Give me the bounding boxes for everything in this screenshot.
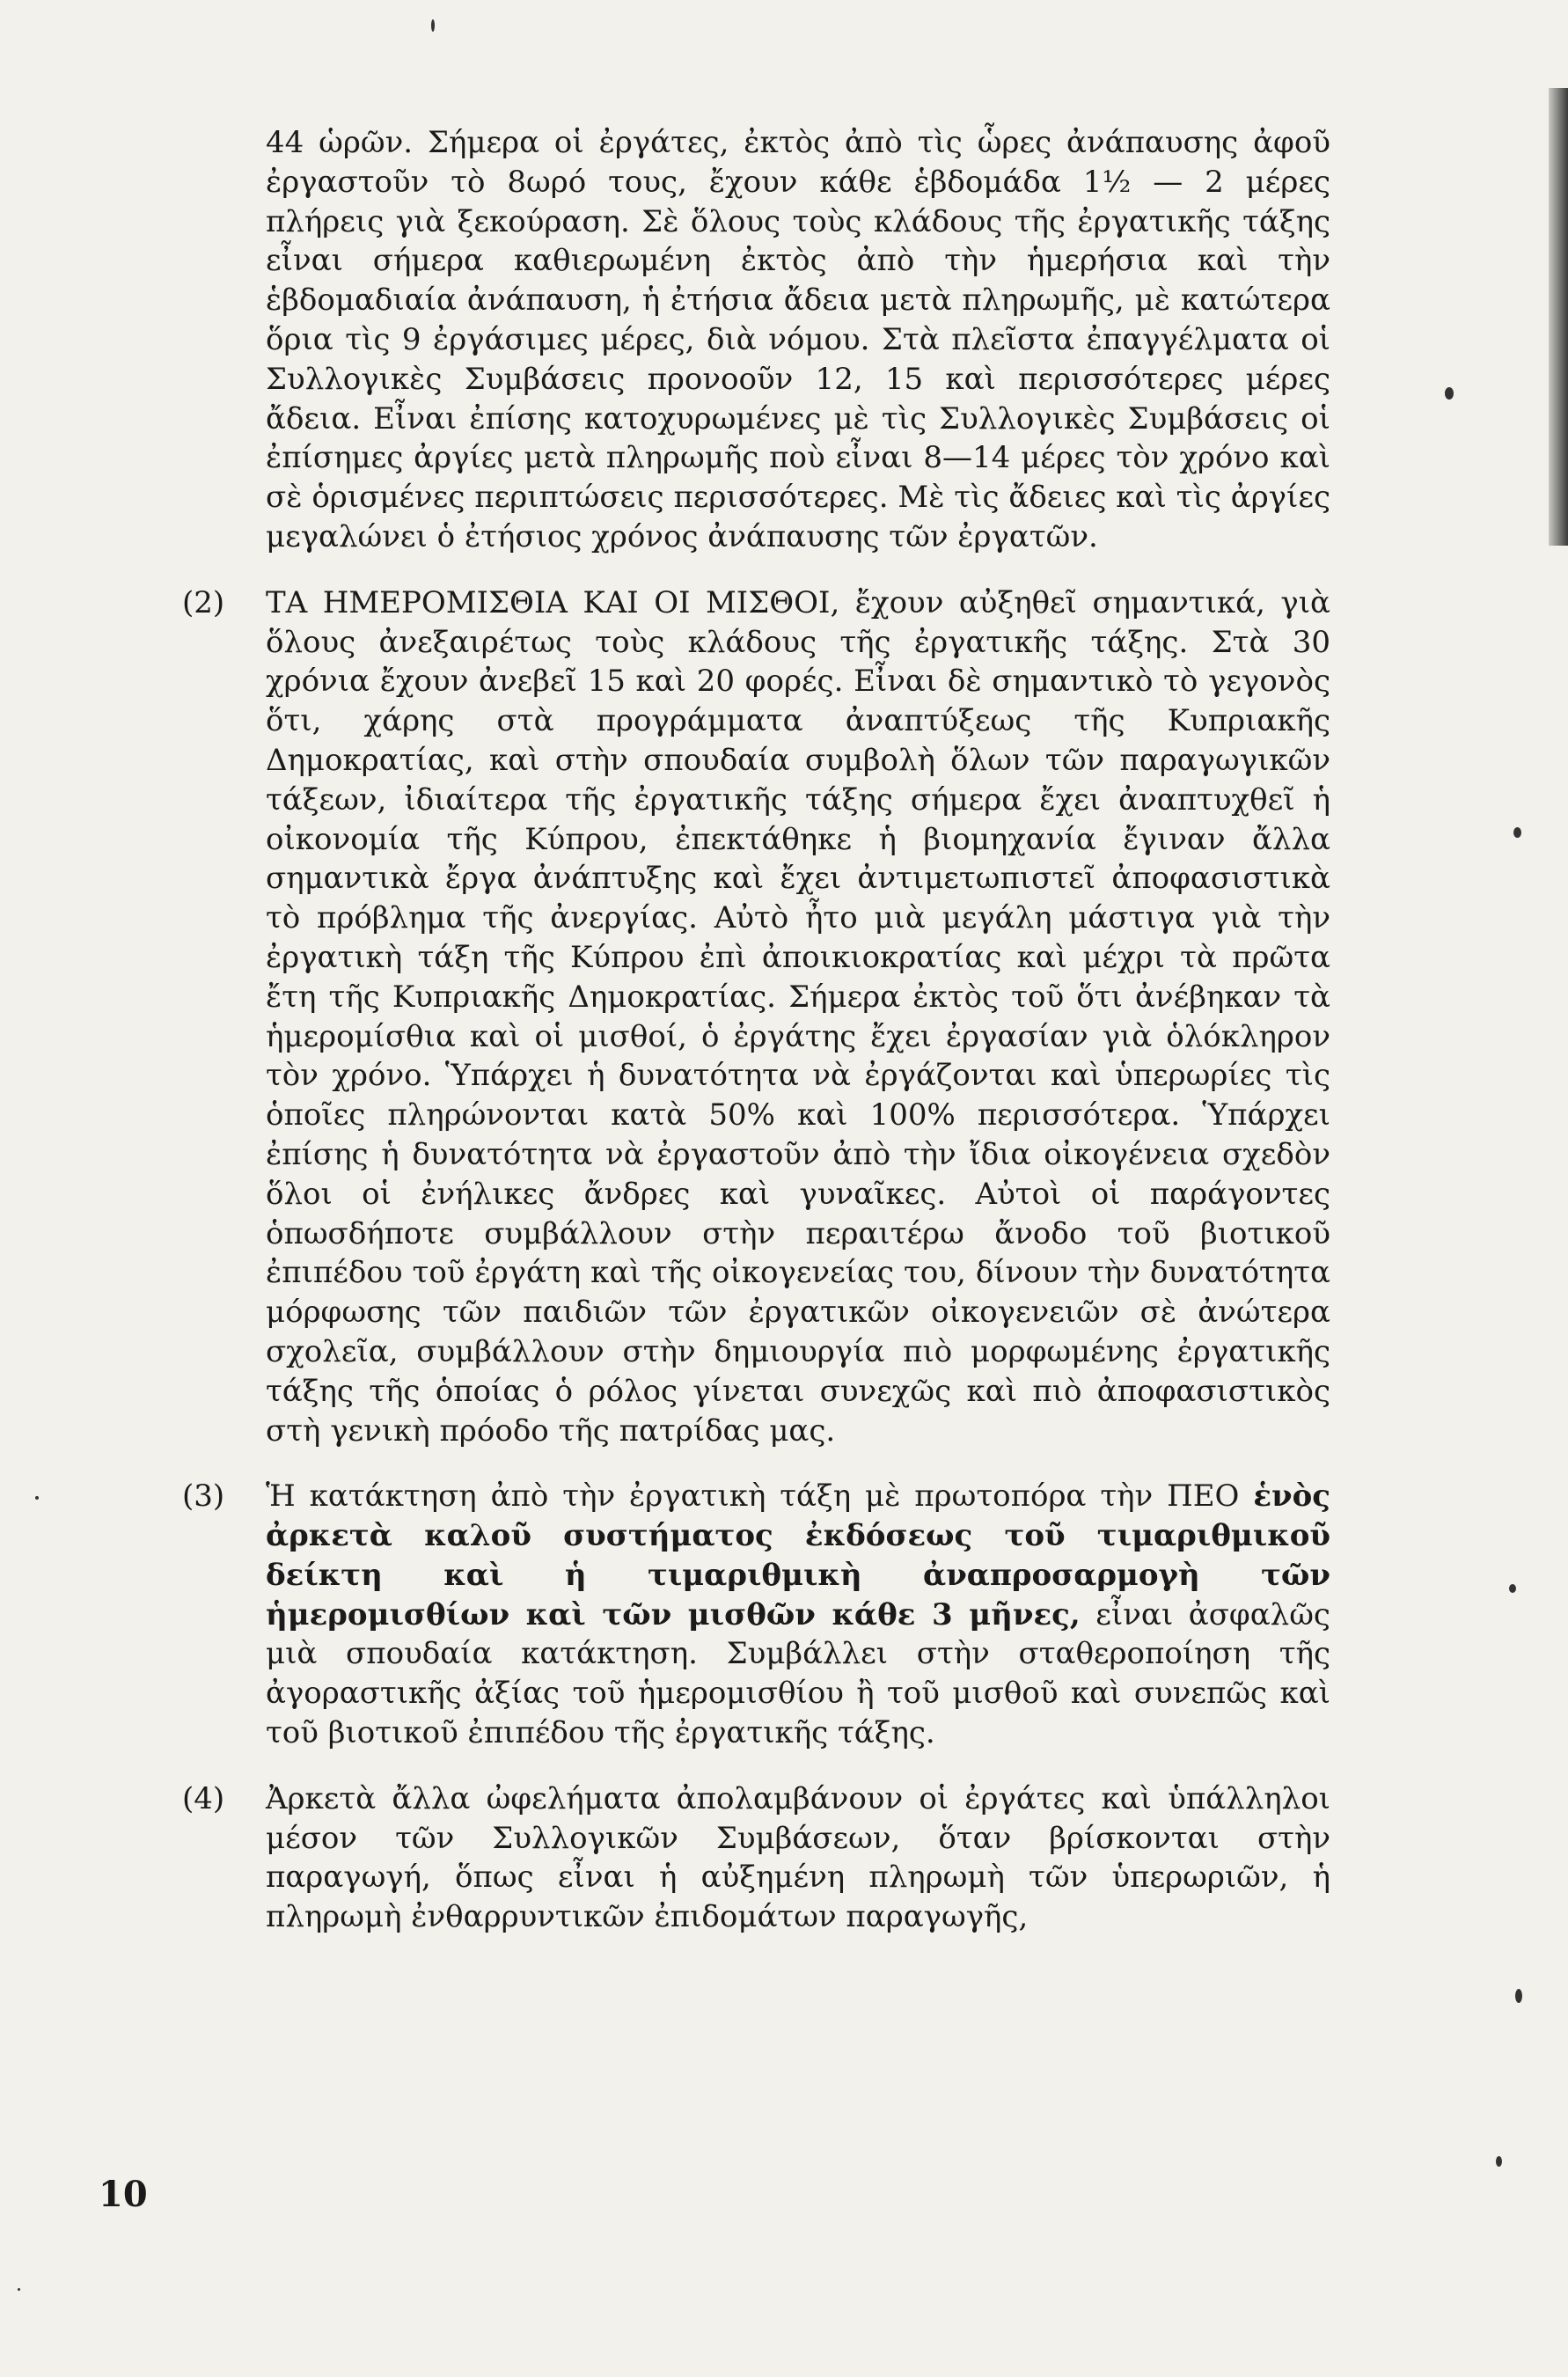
paragraph-text xyxy=(266,1477,1330,1753)
paragraph-text-start: Ἡ κατάκτηση ἀπὸ τὴν ἐργατικὴ τάξη μὲ πρωτοπόρα τὴν ΠΕΟ xyxy=(266,1478,1254,1515)
scan-speck xyxy=(1509,1584,1516,1593)
numbered-paragraph-4 xyxy=(182,1779,1330,1937)
scan-speck xyxy=(1445,387,1454,400)
paragraph-text: ΤΑ ΗΜΕΡΟΜΙΣΘΙΑ ΚΑΙ ΟΙ ΜΙΣΘΟΙ, ἔχουν αὐξηθεῖ σημαντικά, γιὰ ὅλους ἀνεξαιρέτως τοὺς κλάδους τῆς ἐργατικῆς τάξης. Στὰ 30 χρόνια ἔχουν ἀνεβεῖ 15 καὶ 20 φορές. Εἶναι δὲ σημαντικὸ τὸ γεγονὸς ὅτι, χάρης στὰ προγράμματα ἀναπτύξεως τῆς Κυπριακῆς Δημοκρατίας, καὶ στὴν σπουδαία συμβολὴ ὅλων τῶν παραγωγικῶν τάξεων, ἰδιαίτερα τῆς ἐργατικῆς τάξης σήμερα ἔχει ἀναπτυχθεῖ ἡ οἰκονομία τῆς Κύπρου, ἐπεκτάθηκε ἡ βιομηχανία ἔγιναν ἄλλα σημαντικὰ ἔργα ἀνάπτυξης καὶ ἔχει ἀντιμετωπιστεῖ ἀποφασιστικὰ τὸ πρόβλημα τῆς ἀνεργίας. Αὐτὸ ἦτο μιὰ μεγάλη μάστιγα γιὰ τὴν ἐργατικὴ τάξη τῆς Κύπρου ἐπὶ ἀποικιοκρατίας καὶ μέχρι τὰ πρῶτα ἔτη τῆς Κυπριακῆς Δημοκρατίας. Σήμερα ἐκτὸς τοῦ ὅτι ἀνέβηκαν τὰ ἡμερομίσθια καὶ οἱ μισθοί, ὁ ἐργάτης ἔχει ἐργασίαν γιὰ ὁλόκληρον τὸν χρόνο. Ὑπάρχει ἡ δυνατότητα νὰ ἐργάζονται καὶ ὑπερωρίες τὶς ὁποῖες πληρώνονται κατὰ 50% καὶ 100% περισσότερα. Ὑπάρχει ἐπίσης ἡ δυνατότητα νὰ ἐργαστοῦν ἀπὸ τὴν ἴδια οἰκογένεια σχεδὸν ὅλοι οἱ ἐνήλικες ἄνδρες καὶ γυναῖκες. Αὐτοὶ οἱ παράγοντες ὁπωσδήποτε συμβάλλουν στὴν περαιτέρω ἄνοδο τοῦ βιοτικοῦ ἐπιπέδου τοῦ ἐργάτη καὶ τῆς οἰκογενείας του, δίνουν τὴν δυνατότητα μόρφωσης τῶν παιδιῶν τῶν ἐργατικῶν οἰκογενειῶν σὲ ἀνώτερα σχολεῖα, συμβάλλουν στὴν δημιουργία πιὸ μορφωμένης ἐργατικῆς τάξης τῆς ὁποίας ὁ ρόλος γίνεται συνεχῶς καὶ πιὸ ἀποφασιστικὸς στὴ γενικὴ πρόοδο τῆς πατρίδας μας. xyxy=(266,584,1330,1449)
paragraph-text: Ἀρκετὰ ἄλλα ὠφελήματα ἀπολαμβάνουν οἱ ἐργάτες καὶ ὑπάλληλοι μέσον τῶν Συλλογικῶν Συμβάσεων, ὅταν βρίσκονται στὴν παραγωγή, ὅπως εἶναι ἡ αὐξημένη πληρωμὴ τῶν ὑπερωριῶν, ἡ πληρωμὴ ἐνθαρρυντικῶν ἐπιδομάτων παραγωγῆς, xyxy=(266,1780,1330,1935)
scan-speck xyxy=(1515,1989,1522,2003)
scan-speck xyxy=(431,19,435,32)
scan-speck xyxy=(35,1496,39,1500)
body-text xyxy=(182,123,1330,1937)
scan-speck xyxy=(1496,2156,1502,2167)
intro-paragraph: 44 ὡρῶν. Σήμερα οἱ ἐργάτες, ἐκτὸς ἀπὸ τὶς ὧρες ἀνάπαυσης ἀφοῦ ἐργαστοῦν τὸ 8ωρό τους, ἔχουν κάθε ἑβδομάδα 1½ — 2 μέρες πλήρεις γιὰ ξεκούραση. Σὲ ὅλους τοὺς κλάδους τῆς ἐργατικῆς τάξης εἶναι σήμερα καθιερωμένη ἐκτὸς ἀπὸ τὴν ἡμερήσια καὶ τὴν ἑβδομαδιαία ἀνάπαυση, ἡ ἐτήσια ἄδεια μετὰ πληρωμῆς, μὲ κατώτερα ὅρια τὶς 9 ἐργάσιμες μέρες, διὰ νόμου. Στὰ πλεῖστα ἐπαγγέλματα οἱ Συλλογικὲς Συμβάσεις προνοοῦν 12, 15 καὶ περισσότερες μέρες ἄδεια. Εἶναι ἐπίσης κατοχυρωμένες μὲ τὶς Συλλογικὲς Συμβάσεις οἱ ἐπίσημες ἀργίες μετὰ πληρωμῆς ποὺ εἶναι 8—14 μέρες τὸν χρόνο καὶ σὲ ὁρισμένες περιπτώσεις περισσότερες. Μὲ τὶς ἄδειες καὶ τὶς ἀργίες μεγαλώνει ὁ ἐτήσιος χρόνος ἀνάπαυσης τῶν ἐργατῶν. xyxy=(266,125,1330,554)
numbered-paragraph-3 xyxy=(182,1477,1330,1753)
paragraph-number: (2) xyxy=(182,584,225,620)
paragraph-text-end: εἶναι ἀσφαλῶς μιὰ σπουδαία κατάκτηση. Συμβάλλει στὴν σταθεροποίηση τῆς ἀγοραστικῆς ἀξίας τοῦ ἡμερομισθίου ἢ τοῦ μισθοῦ καὶ συνεπῶς καὶ τοῦ βιοτικοῦ ἐπιπέδου τῆς ἐργατικῆς τάξης. xyxy=(266,1596,1330,1751)
scan-edge-shadow xyxy=(1549,88,1568,546)
page-number: 10 xyxy=(99,2174,148,2215)
paragraph-number: (4) xyxy=(182,1780,225,1816)
paragraph-text-bold: ἑνὸς ἀρκετὰ καλοῦ συστήματος ἐκδόσεως τοῦ τιμαριθμικοῦ δείκτη καὶ ἡ τιμαριθμικὴ ἀναπροσαρμογὴ τῶν ἡμερομισθίων καὶ τῶν μισθῶν κάθε 3 μῆνες, xyxy=(266,1478,1330,1632)
scan-speck xyxy=(18,2288,20,2291)
numbered-paragraph-2 xyxy=(182,583,1330,1451)
paragraph-number: (3) xyxy=(182,1478,225,1515)
scan-speck xyxy=(1513,827,1521,838)
